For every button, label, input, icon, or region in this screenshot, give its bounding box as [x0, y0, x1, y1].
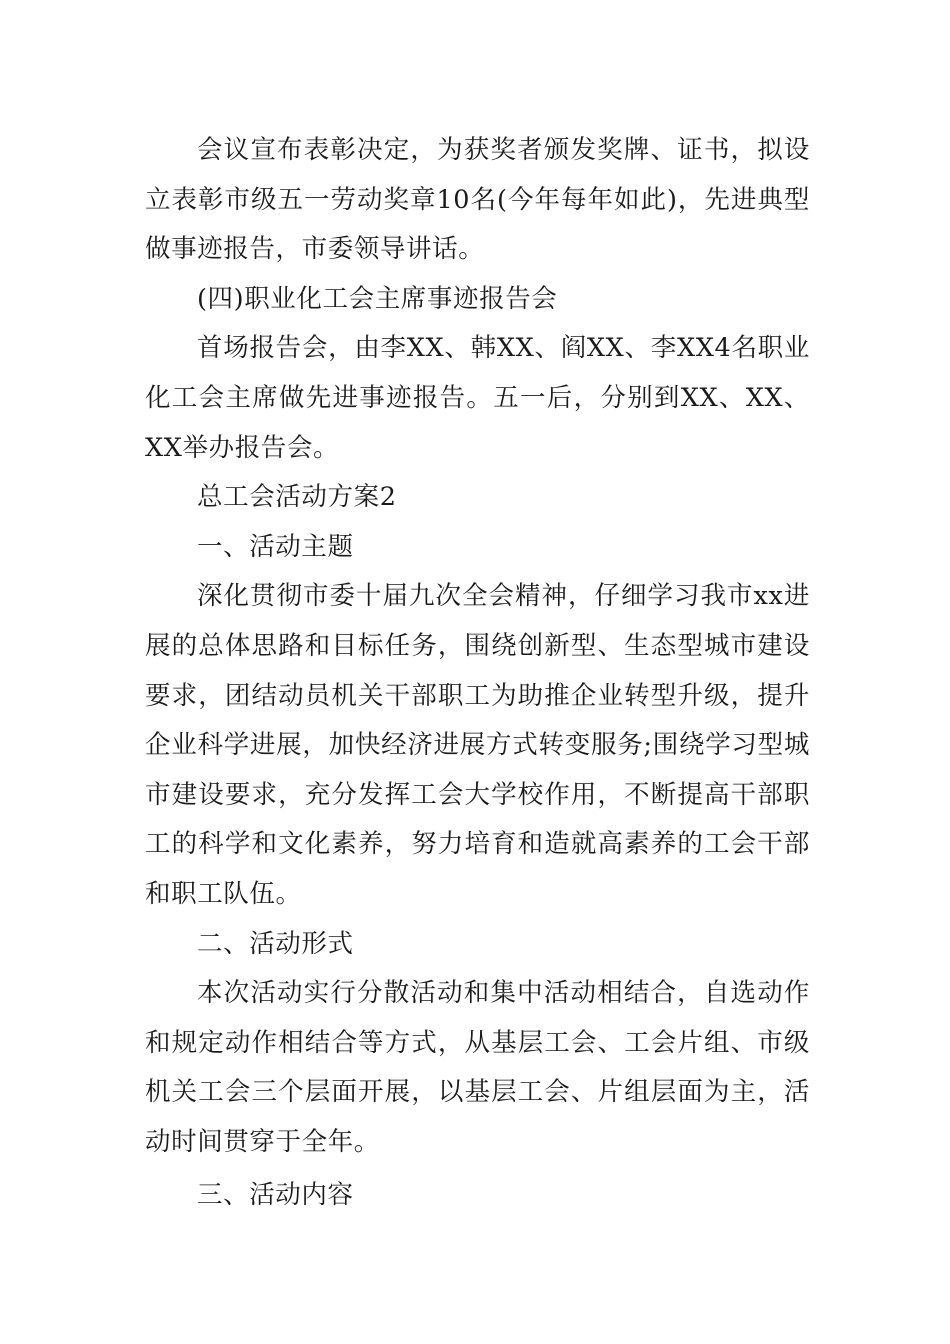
section-heading-content: 三、活动内容 [197, 1180, 354, 1211]
paragraph-form: 本次活动实行分散活动和集中活动相结合，自选动作和规定动作相结合等方式，从基层工会、工会片组、市级机关工会三个层面开展，以基层工会、片组层面为主，活动时间贯穿于全年。 [145, 978, 810, 1157]
document-body [145, 126, 810, 1221]
section-heading-theme: 一、活动主题 [197, 531, 354, 562]
document-subtitle-plan-2: 总工会活动方案2 [197, 482, 397, 513]
section-heading-chairman-report: (四)职业化工会主席事迹报告会 [197, 283, 558, 314]
paragraph-first-report: 首场报告会，由李XX、韩XX、阎XX、李XX4名职业化工会主席做先进事迹报告。五一后，分别到XX、XX、XX举办报告会。 [145, 333, 810, 463]
paragraph-award-decision: 会议宣布表彰决定，为获奖者颁发奖牌、证书，拟设立表彰市级五一劳动奖章10名(今年每年如此)，先进典型做事迹报告，市委领导讲话。 [145, 135, 810, 265]
section-heading-form: 二、活动形式 [197, 928, 354, 959]
paragraph-theme: 深化贯彻市委十届九次全会精神，仔细学习我市xx进展的总体思路和目标任务，围绕创新型、生态型城市建设要求，团结动员机关干部职工为助推企业转型升级，提升企业科学进展，加快经济进展方式转变服务;围绕学习型城市建设要求，充分发挥工会大学校作用，不断提高干部职工的科学和文化素养，努力培育和造就高素养的工会干部和职工队伍。 [145, 581, 810, 909]
